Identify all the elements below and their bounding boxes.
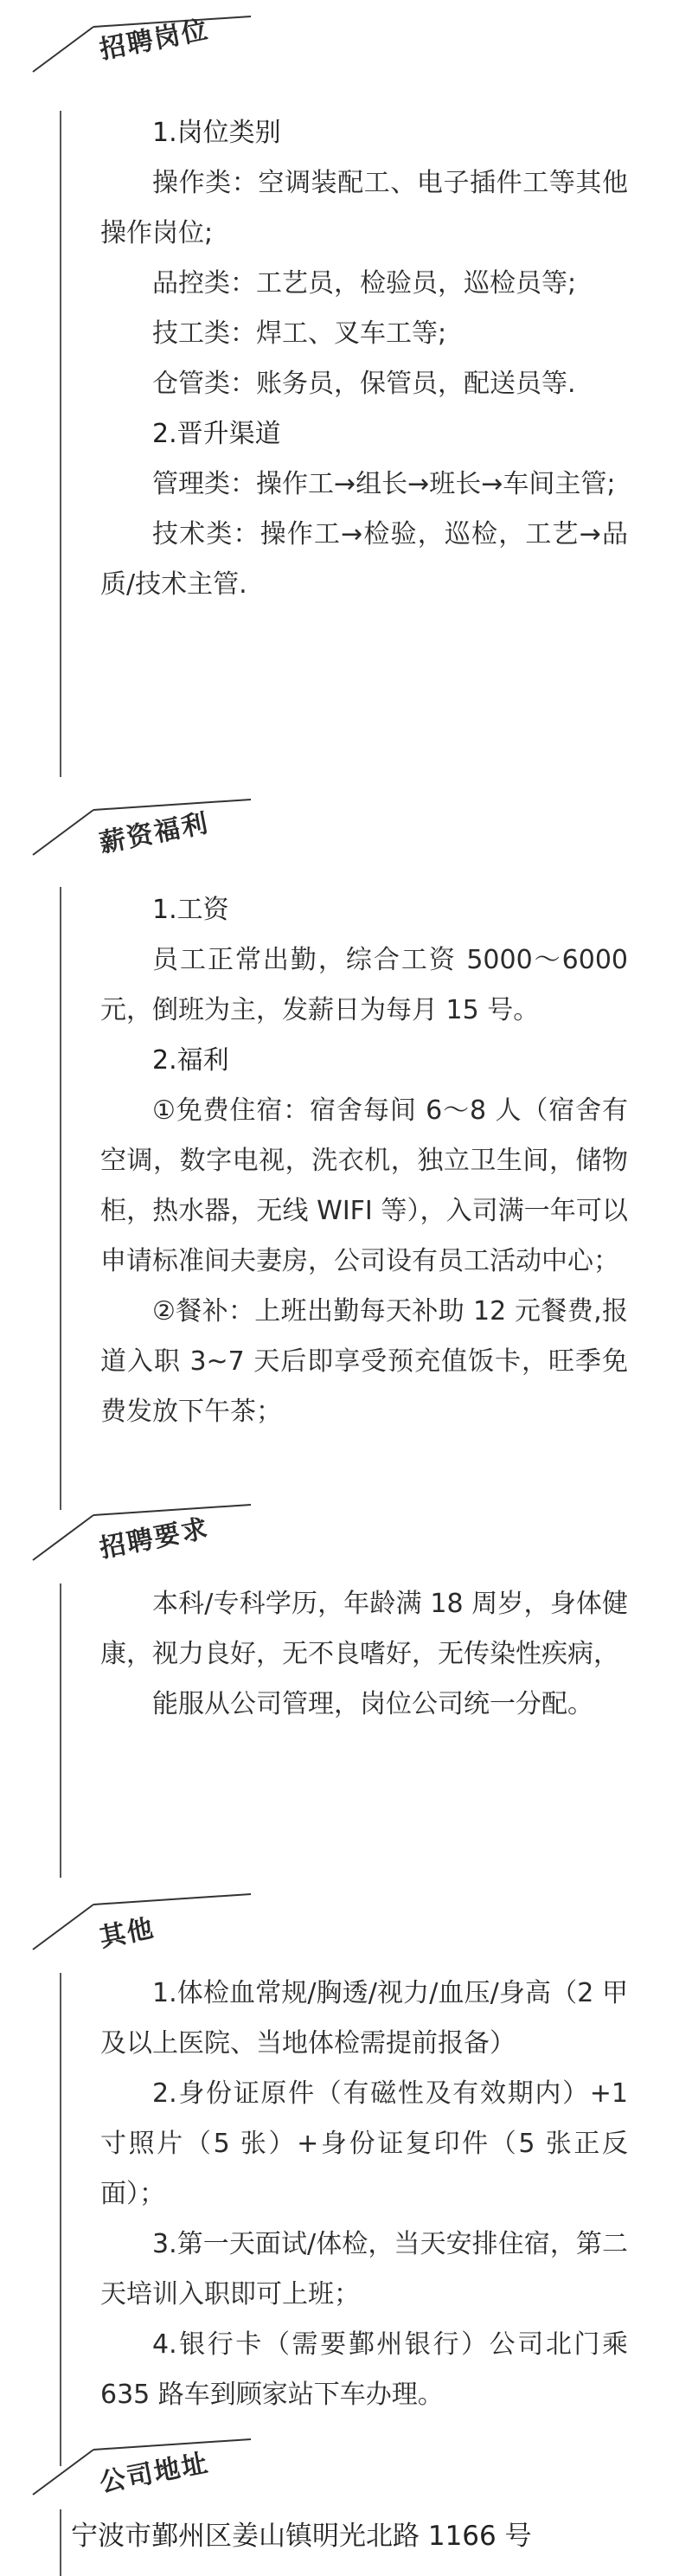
paragraph: 管理类：操作工→组长→班长→车间主管; (152, 469, 616, 499)
section-other (0, 1878, 692, 2423)
paragraph: 仓管类：账务员，保管员，配送员等. (152, 369, 576, 399)
section-company-address (0, 2423, 692, 2576)
paragraph: ②餐补：上班出勤每天补助 12 元餐费,报道入职 3~7 天后即享受预充值饭卡，旺季免费发放下午茶； (100, 1296, 628, 1427)
section-header (0, 1882, 311, 1960)
section-title: 薪资福利 (97, 807, 212, 859)
section-salary-benefits (0, 783, 692, 1545)
paragraph: 品控类：工艺员，检验员，巡检员等; (152, 268, 577, 299)
paragraph: 2.晋升渠道 (152, 419, 281, 449)
section-title: 招聘要求 (97, 1513, 212, 1564)
section-positions (0, 0, 692, 779)
section-body (100, 108, 628, 610)
section-title: 公司地址 (97, 2447, 212, 2499)
section-vertical-rule (60, 887, 61, 1510)
section-body (100, 1579, 628, 1730)
section-vertical-rule (60, 1584, 61, 1878)
paragraph: 技术类：操作工→检验，巡检，工艺→品质/技术主管. (100, 519, 628, 600)
section-header (0, 4, 311, 82)
header-decoration (0, 1882, 329, 1964)
section-header (0, 1493, 311, 1571)
section-requirements (0, 1488, 692, 1852)
paragraph: 技工类：焊工、叉车工等; (152, 318, 447, 349)
section-title: 其他 (97, 1913, 157, 1954)
paragraph: 2.身份证原件（有磁性及有效期内）+1 寸照片（5 张）+身份证复印件（5 张正反面）； (100, 2078, 628, 2209)
section-body (100, 885, 628, 1437)
paragraph: 能服从公司管理，岗位公司统一分配。 (152, 1689, 593, 1719)
paragraph: ①免费住宿：宿舍每间 6～8 人（宿舍有空调，数字电视，洗衣机，独立卫生间，储物柜，热水器，无线 WIFI 等），入司满一年可以申请标准间夫妻房，公司设有员工活动中心； (100, 1095, 628, 1276)
section-title: 招聘岗位 (97, 14, 212, 66)
paragraph: 1.岗位类别 (152, 118, 281, 148)
paragraph: 操作类：空调装配工、电子插件工等其他操作岗位; (100, 168, 628, 248)
paragraph: 1.体检血常规/胸透/视力/血压/身高（2 甲及以上医院、当地体检需提前报备） (100, 1978, 628, 2059)
section-vertical-rule (60, 111, 61, 777)
paragraph: 1.工资 (152, 895, 229, 925)
section-vertical-rule (60, 2509, 61, 2576)
paragraph: 3.第一天面试/体检，当天安排住宿，第二天培训入职即可上班； (100, 2229, 628, 2309)
company-address: 宁波市鄞州区姜山镇明光北路 1166 号 (71, 2521, 532, 2552)
section-header (0, 2427, 311, 2505)
paragraph: 4.银行卡（需要鄞州银行）公司北门乘 635 路车到顾家站下车办理。 (100, 2329, 628, 2410)
paragraph: 本科/专科学历，年龄满 18 周岁，身体健康，视力良好，无不良嗜好，无传染性疾病， (100, 1589, 628, 1669)
paragraph: 员工正常出勤，综合工资 5000～6000 元，倒班为主，发薪日为每月 15 号。 (100, 945, 628, 1025)
section-header (0, 787, 311, 865)
section-vertical-rule (60, 1973, 61, 2466)
section-body (100, 1969, 628, 2420)
paragraph: 2.福利 (152, 1045, 229, 1076)
